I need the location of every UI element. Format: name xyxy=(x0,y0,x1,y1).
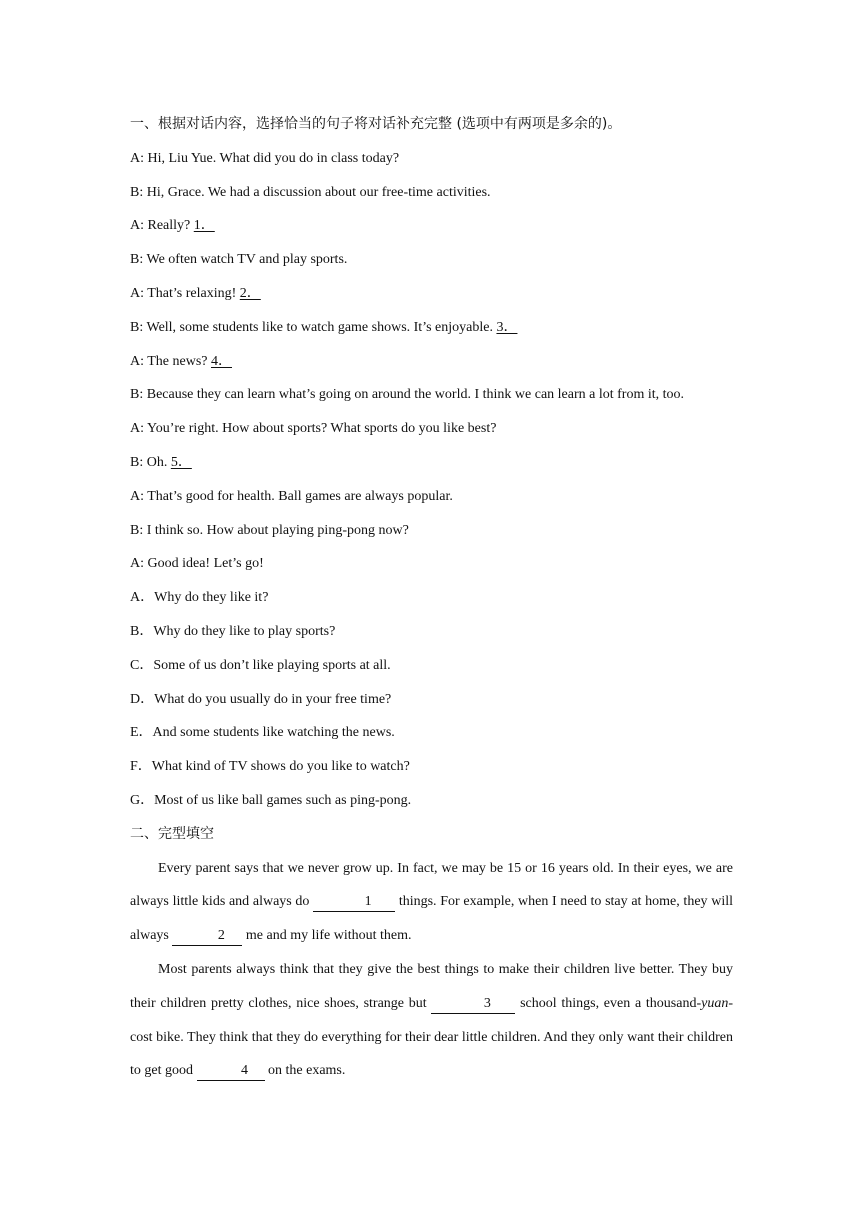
section1-heading: 一、根据对话内容，选择恰当的句子将对话补充完整 (选项中有两项是多余的)。 xyxy=(130,116,622,132)
option-f: F．What kind of TV shows do you like to watch? xyxy=(130,759,410,775)
dialogue-line-1: A: Hi, Liu Yue. What did you do in class today? xyxy=(130,150,400,166)
dialogue-line-13: A: Good idea! Let’s go! xyxy=(130,556,264,572)
dialogue-line-6: B: Well, some students like to watch game shows. It’s enjoyable. 3． xyxy=(130,319,518,335)
option-e: E．And some students like watching the news. xyxy=(130,725,395,741)
answer-blank-4[interactable]: 4． xyxy=(211,353,232,369)
answer-blank-3[interactable]: 3． xyxy=(496,319,518,335)
cloze-paragraph-2: Most parents always think that they give the best things to make their children live better. They buy their children pretty clothes, nice shoes, strange but 3 school things, even a thousand-yuan-cost bike. They think that they do everything for their dear little children. And they only want their children to get good 4 on the exams. xyxy=(130,953,733,1088)
answer-blank-2[interactable]: 2． xyxy=(239,285,261,301)
dialogue-line-4: B: We often watch TV and play sports. xyxy=(130,252,348,268)
dialogue-line-9: A: You’re right. How about sports? What sports do you like best? xyxy=(130,421,497,437)
option-g: G．Most of us like ball games such as ping-pong. xyxy=(130,792,412,808)
option-d: D．What do you usually do in your free time? xyxy=(130,691,392,707)
option-a: A．Why do they like it? xyxy=(130,590,269,606)
cloze-gap-1[interactable]: 1 xyxy=(313,893,395,912)
cloze-paragraph-1: Every parent says that we never grow up. In fact, we may be 15 or 16 years old. In their eyes, we are always little kids and always do 1 things. For example, when I need to stay at home, they will always 2 me and my life without them. xyxy=(130,852,733,953)
italic-word-yuan: yuan xyxy=(701,995,729,1011)
options-list xyxy=(130,581,733,818)
option-b: B．Why do they like to play sports? xyxy=(130,623,336,639)
option-c: C．Some of us don’t like playing sports at all. xyxy=(130,657,391,673)
cloze-gap-4[interactable]: 4 xyxy=(197,1062,265,1081)
dialogue-line-10: B: Oh. 5． xyxy=(130,454,192,470)
cloze-gap-3[interactable]: 3 xyxy=(431,995,515,1014)
dialogue-line-2: B: Hi, Grace. We had a discussion about our free-time activities. xyxy=(130,184,491,200)
dialogue-line-3: A: Really? 1． xyxy=(130,218,215,234)
dialogue-line-7: A: The news? 4． xyxy=(130,353,232,369)
worksheet-page xyxy=(130,108,733,1088)
dialogue-line-11: A: That’s good for health. Ball games are always popular. xyxy=(130,488,453,504)
dialogue-line-12: B: I think so. How about playing ping-pong now? xyxy=(130,522,409,538)
dialogue-line-8: B: Because they can learn what’s going on around the world. I think we can learn a lot from it, too. xyxy=(130,387,685,403)
cloze-gap-2[interactable]: 2 xyxy=(172,927,242,946)
section2-heading: 二、完型填空 xyxy=(130,825,214,842)
answer-blank-5[interactable]: 5． xyxy=(170,454,192,470)
dialogue-line-5: A: That’s relaxing! 2． xyxy=(130,285,261,301)
answer-blank-1[interactable]: 1． xyxy=(193,218,215,234)
dialogue xyxy=(130,142,733,581)
